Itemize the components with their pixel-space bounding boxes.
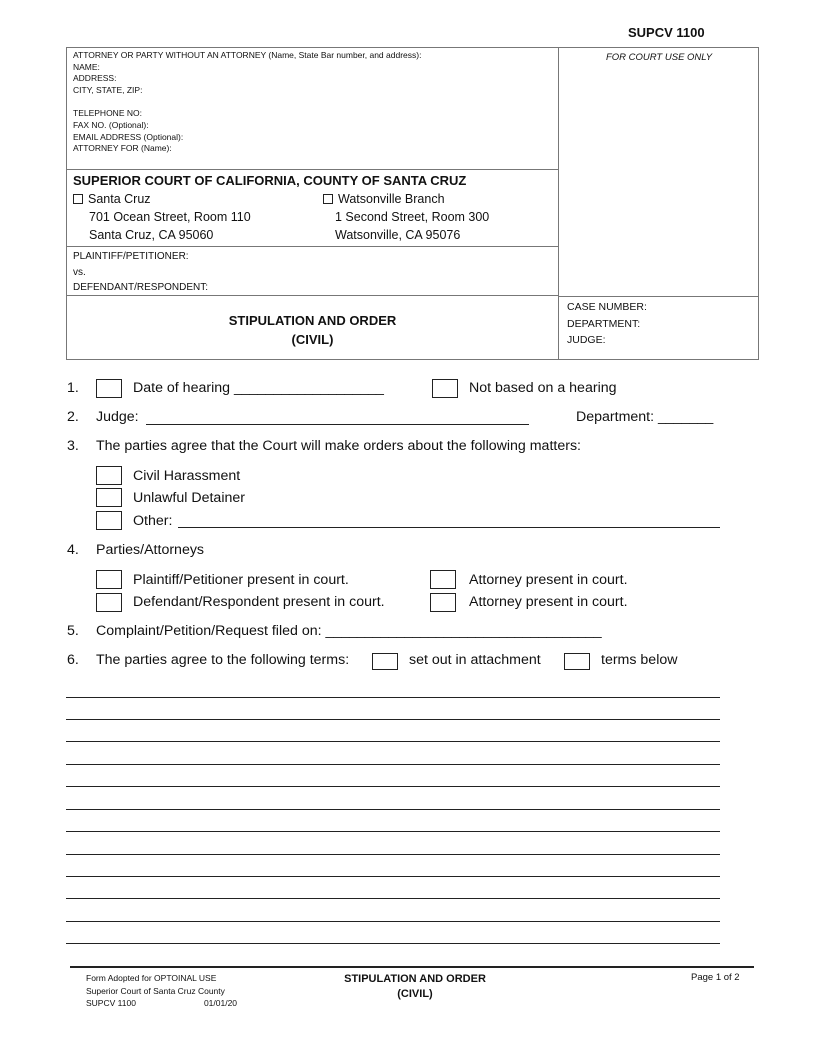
set-out-in-attachment-label: set out in attachment: [409, 652, 541, 668]
location-name: Santa Cruz: [88, 192, 151, 206]
other-checkbox[interactable]: [96, 511, 122, 530]
terms-line[interactable]: [66, 786, 720, 787]
santa-cruz-checkbox[interactable]: [73, 194, 83, 204]
plaintiff-present-checkbox[interactable]: [96, 570, 122, 589]
item-number: 3.: [67, 438, 79, 454]
footer-title: STIPULATION AND ORDER: [344, 973, 486, 985]
attorney-address-field[interactable]: ADDRESS:: [73, 73, 117, 84]
footer-form-info: [86, 972, 237, 1010]
attorney-block: [67, 48, 559, 170]
footer-subtitle: (CIVIL): [397, 988, 433, 1000]
location-street: 1 Second Street, Room 300: [335, 210, 490, 224]
court-use-label: FOR COURT USE ONLY: [605, 52, 713, 63]
court-block: [67, 170, 559, 247]
terms-label: The parties agree to the following terms:: [96, 652, 350, 668]
plaintiff-present-label: Plaintiff/Petitioner present in court.: [133, 572, 349, 588]
unlawful-detainer-label: Unlawful Detainer: [133, 490, 245, 506]
item-number: 5.: [67, 623, 79, 639]
judge-field[interactable]: JUDGE:: [567, 334, 606, 346]
fax-field[interactable]: FAX NO. (Optional):: [73, 119, 149, 130]
footer-date: 01/01/20: [203, 998, 238, 1008]
item-number: 6.: [67, 652, 79, 668]
defendant-attorney-present-checkbox[interactable]: [430, 593, 456, 612]
form-id: SUPCV 1100: [628, 25, 705, 40]
defendant-present-checkbox[interactable]: [96, 593, 122, 612]
item-number: 1.: [67, 380, 79, 396]
parties-block: [67, 247, 559, 296]
email-field[interactable]: EMAIL ADDRESS (Optional):: [73, 131, 184, 142]
document-title-block: [67, 296, 559, 360]
attorney-for-field[interactable]: ATTORNEY FOR (Name):: [73, 143, 172, 154]
telephone-field[interactable]: TELEPHONE NO:: [73, 108, 142, 119]
terms-line[interactable]: [66, 898, 720, 899]
terms-below-checkbox[interactable]: [564, 653, 590, 670]
hearing-date-checkbox[interactable]: [96, 379, 122, 398]
unlawful-detainer-checkbox[interactable]: [96, 488, 122, 507]
document-title: STIPULATION AND ORDER: [228, 313, 397, 328]
terms-line[interactable]: [66, 741, 720, 742]
plaintiff-field[interactable]: PLAINTIFF/PETITIONER:: [73, 251, 189, 262]
terms-line[interactable]: [66, 764, 720, 765]
judge-label: Judge:: [96, 409, 139, 425]
defendant-attorney-present-label: Attorney present in court.: [469, 594, 628, 610]
judge-field[interactable]: [146, 424, 529, 425]
parties-attorneys-label: Parties/Attorneys: [96, 542, 205, 558]
item-number: 4.: [67, 542, 79, 558]
filed-on-field[interactable]: Complaint/Petition/Request filed on: ___________________________________: [96, 623, 602, 639]
footer-title-block: [310, 972, 520, 1002]
case-number-field[interactable]: CASE NUMBER:: [567, 301, 647, 313]
case-info-block: [559, 296, 759, 360]
plaintiff-attorney-present-label: Attorney present in court.: [469, 572, 628, 588]
department-field[interactable]: Department: _______: [576, 409, 714, 425]
location-city: Watsonville, CA 95076: [335, 228, 461, 242]
vs-label: vs.: [73, 266, 86, 278]
terms-line[interactable]: [66, 876, 720, 877]
footer-court: Superior Court of Santa Cruz County: [86, 985, 225, 996]
court-title: SUPERIOR COURT OF CALIFORNIA, COUNTY OF SANTA CRUZ: [73, 173, 467, 188]
terms-line[interactable]: [66, 697, 720, 698]
not-based-on-hearing-label: Not based on a hearing: [469, 380, 617, 396]
attorney-city-field[interactable]: CITY, STATE, ZIP:: [73, 84, 143, 95]
footer-form-id: SUPCV 1100: [86, 998, 136, 1008]
location-city: Santa Cruz, CA 95060: [89, 228, 214, 242]
defendant-field[interactable]: DEFENDANT/RESPONDENT:: [73, 282, 209, 293]
location-street: 701 Ocean Street, Room 110: [89, 210, 251, 224]
terms-line[interactable]: [66, 809, 720, 810]
terms-line[interactable]: [66, 943, 720, 944]
footer-adopted: Form Adopted for OPTOINAL USE: [86, 973, 217, 983]
other-label: Other:: [133, 513, 173, 529]
caption-box: [66, 47, 759, 360]
plaintiff-attorney-present-checkbox[interactable]: [430, 570, 456, 589]
hearing-date-field[interactable]: Date of hearing ___________________: [133, 380, 384, 396]
other-field[interactable]: [178, 527, 720, 528]
terms-line[interactable]: [66, 719, 720, 720]
location-name: Watsonville Branch: [338, 192, 445, 206]
terms-below-label: terms below: [601, 652, 678, 668]
item-number: 2.: [67, 409, 79, 425]
document-subtitle: (CIVIL): [291, 332, 334, 347]
attorney-label: ATTORNEY OR PARTY WITHOUT AN ATTORNEY (Name, State Bar number, and address):: [73, 50, 422, 60]
not-based-on-hearing-checkbox[interactable]: [432, 379, 458, 398]
footer-divider: [70, 966, 754, 968]
civil-harassment-checkbox[interactable]: [96, 466, 122, 485]
terms-line[interactable]: [66, 854, 720, 855]
civil-harassment-label: Civil Harassment: [133, 468, 241, 484]
page-number: Page 1 of 2: [691, 972, 740, 983]
watsonville-checkbox[interactable]: [323, 194, 333, 204]
terms-line[interactable]: [66, 921, 720, 922]
defendant-present-label: Defendant/Respondent present in court.: [133, 594, 385, 610]
attorney-name-field[interactable]: NAME:: [73, 61, 100, 72]
department-field[interactable]: DEPARTMENT:: [567, 317, 641, 330]
terms-line[interactable]: [66, 831, 720, 832]
set-out-in-attachment-checkbox[interactable]: [372, 653, 398, 670]
orders-matters-label: The parties agree that the Court will make orders about the following matters:: [96, 438, 581, 454]
